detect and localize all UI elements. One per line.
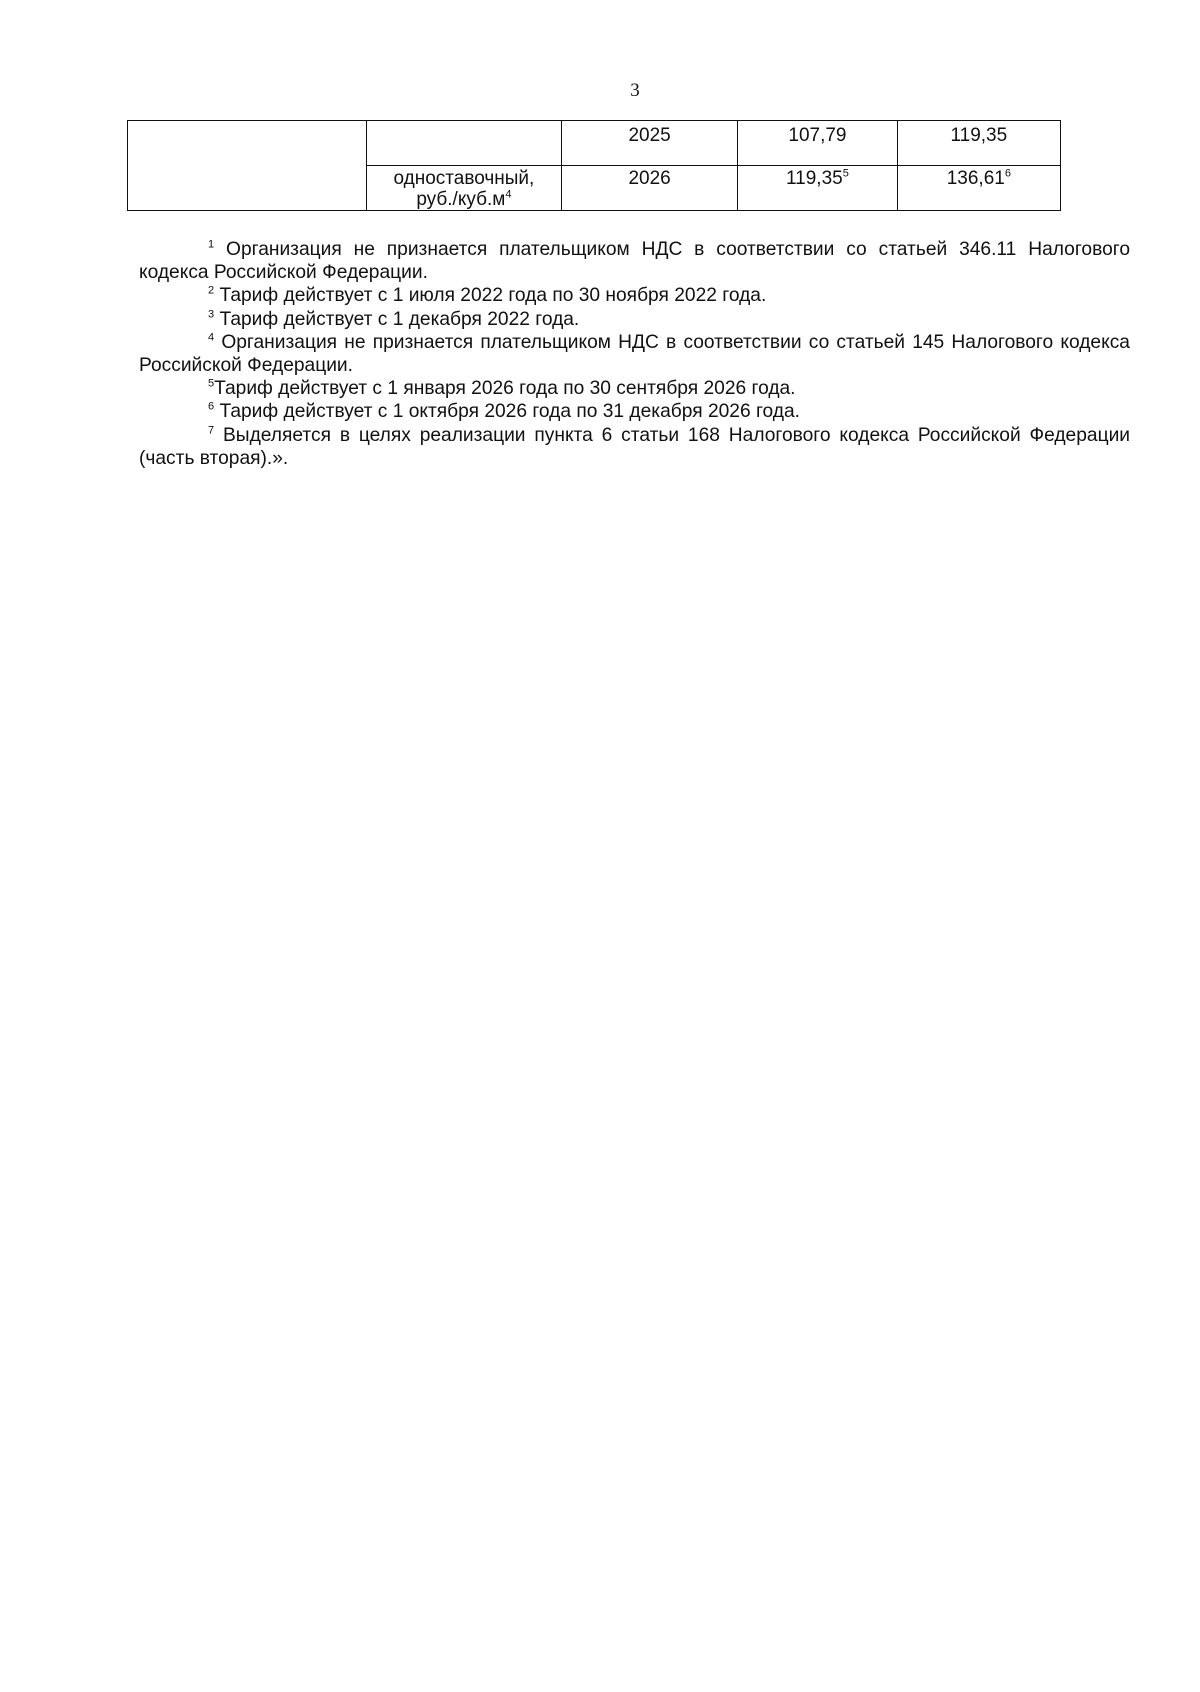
- footnote-text: Организация не признается плательщиком НДС в соответствии со статьей 145 Налогового кодекса Российской Федерации.: [139, 331, 1130, 377]
- footnote-ref: 6: [1004, 167, 1011, 180]
- footnote-ref: 4: [505, 188, 512, 201]
- footnote-3: [139, 308, 1130, 331]
- footnote-text: Выделяется в целях реализации пункта 6 статьи 168 Налогового кодекса Российской Федерации (часть вторая).».: [139, 424, 1130, 469]
- footnote-7: [139, 424, 1130, 470]
- table-cell-value-1: [738, 121, 898, 166]
- table-cell-tariff-type: [366, 166, 561, 211]
- tariff-type-text: одноставочный, руб./куб.м: [393, 168, 535, 210]
- table-cell-value-1: [738, 166, 898, 211]
- footnote-mark: 7: [208, 424, 215, 437]
- value-1-text: 119,35: [786, 168, 843, 189]
- value-1-text: 107,79: [788, 125, 847, 146]
- page-number: 3: [630, 80, 640, 101]
- footnote-text: Тариф действует с 1 декабря 2022 года.: [219, 308, 580, 330]
- footnote-text: Тариф действует с 1 июля 2022 года по 30 ноября 2022 года.: [219, 285, 767, 307]
- footnote-text: Тариф действует с 1 октября 2026 года по 31 декабря 2026 года.: [219, 401, 800, 423]
- footnote-mark: 5: [208, 377, 215, 390]
- table-row: [128, 121, 1061, 166]
- table-cell-tariff-type: [366, 121, 561, 166]
- tariff-table: [127, 120, 1061, 211]
- table-cell-organization: [128, 121, 367, 211]
- footnotes: [139, 238, 1130, 470]
- year-text: 2025: [628, 125, 671, 146]
- footnote-mark: 4: [208, 331, 215, 344]
- footnote-2: [139, 284, 1130, 307]
- footnote-text: Тариф действует с 1 января 2026 года по 30 сентября 2026 года.: [214, 378, 796, 400]
- footnote-mark: 1: [208, 238, 215, 251]
- table-cell-year: [562, 121, 738, 166]
- value-2-text: 119,35: [950, 125, 1008, 146]
- footnote-mark: 3: [208, 308, 215, 321]
- footnote-mark: 6: [208, 401, 215, 414]
- table-cell-year: [562, 166, 738, 211]
- table-cell-value-2: [897, 121, 1060, 166]
- footnote-4: [139, 331, 1130, 377]
- footnote-mark: 2: [208, 285, 215, 298]
- footnote-ref: 5: [842, 167, 849, 180]
- year-text: 2026: [628, 168, 671, 189]
- footnote-6: [139, 400, 1130, 423]
- footnote-text: Организация не признается плательщиком НДС в соответствии со статьей 346.11 Налогового кодекса Российской Федерации.: [139, 239, 1130, 284]
- footnote-1: [139, 238, 1130, 284]
- value-2-text: 136,61: [946, 168, 1005, 189]
- footnote-5: [139, 377, 1130, 400]
- table-cell-value-2: [897, 166, 1060, 211]
